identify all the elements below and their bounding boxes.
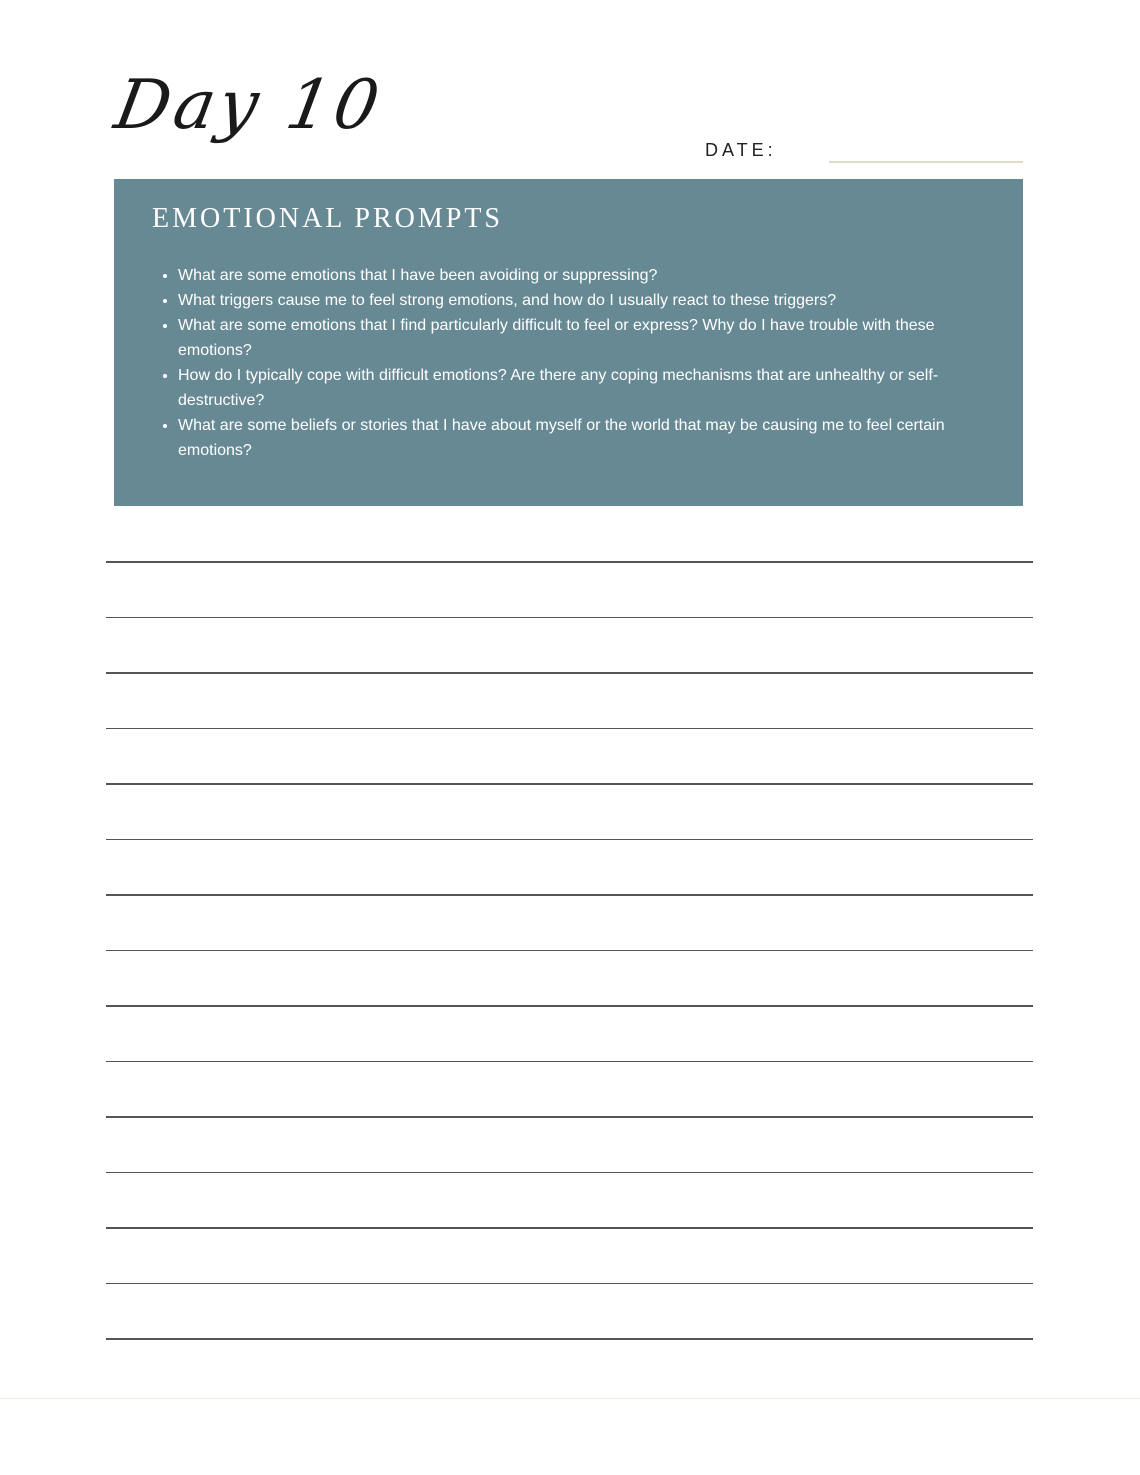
writing-line[interactable] bbox=[106, 1172, 1033, 1174]
prompt-item: • How do I typically cope with difficult emotions? Are there any coping mechanisms that are unhealthy or self-destructive? bbox=[178, 363, 983, 413]
writing-line[interactable] bbox=[106, 672, 1033, 674]
prompt-item: • What triggers cause me to feel strong emotions, and how do I usually react to these triggers? bbox=[178, 288, 983, 313]
footer-divider bbox=[0, 1398, 1140, 1399]
date-entry-line[interactable] bbox=[829, 161, 1023, 163]
date-label: DATE: bbox=[705, 140, 777, 160]
writing-line[interactable] bbox=[106, 950, 1033, 952]
day-title: Day 10 bbox=[109, 66, 389, 145]
writing-line[interactable] bbox=[106, 617, 1033, 619]
writing-lines bbox=[106, 561, 1033, 1394]
writing-line[interactable] bbox=[106, 1283, 1033, 1285]
writing-line[interactable] bbox=[106, 1061, 1033, 1063]
writing-line[interactable] bbox=[106, 1338, 1033, 1340]
emotional-prompts-box bbox=[114, 179, 1023, 506]
writing-line[interactable] bbox=[106, 783, 1033, 785]
writing-line[interactable] bbox=[106, 839, 1033, 841]
prompt-item: • What are some emotions that I have been avoiding or suppressing? bbox=[178, 263, 983, 288]
writing-line[interactable] bbox=[106, 894, 1033, 896]
prompts-list bbox=[152, 263, 983, 463]
prompts-heading: EMOTIONAL PROMPTS bbox=[152, 203, 503, 234]
writing-line[interactable] bbox=[106, 1227, 1033, 1229]
prompt-item: • What are some emotions that I find particularly difficult to feel or express? Why do I have trouble with these emotions? bbox=[178, 313, 983, 363]
writing-line[interactable] bbox=[106, 728, 1033, 730]
writing-line[interactable] bbox=[106, 1116, 1033, 1118]
writing-line[interactable] bbox=[106, 561, 1033, 563]
prompt-item: • What are some beliefs or stories that I have about myself or the world that may be causing me to feel certain emotions? bbox=[178, 413, 983, 463]
writing-line[interactable] bbox=[106, 1005, 1033, 1007]
